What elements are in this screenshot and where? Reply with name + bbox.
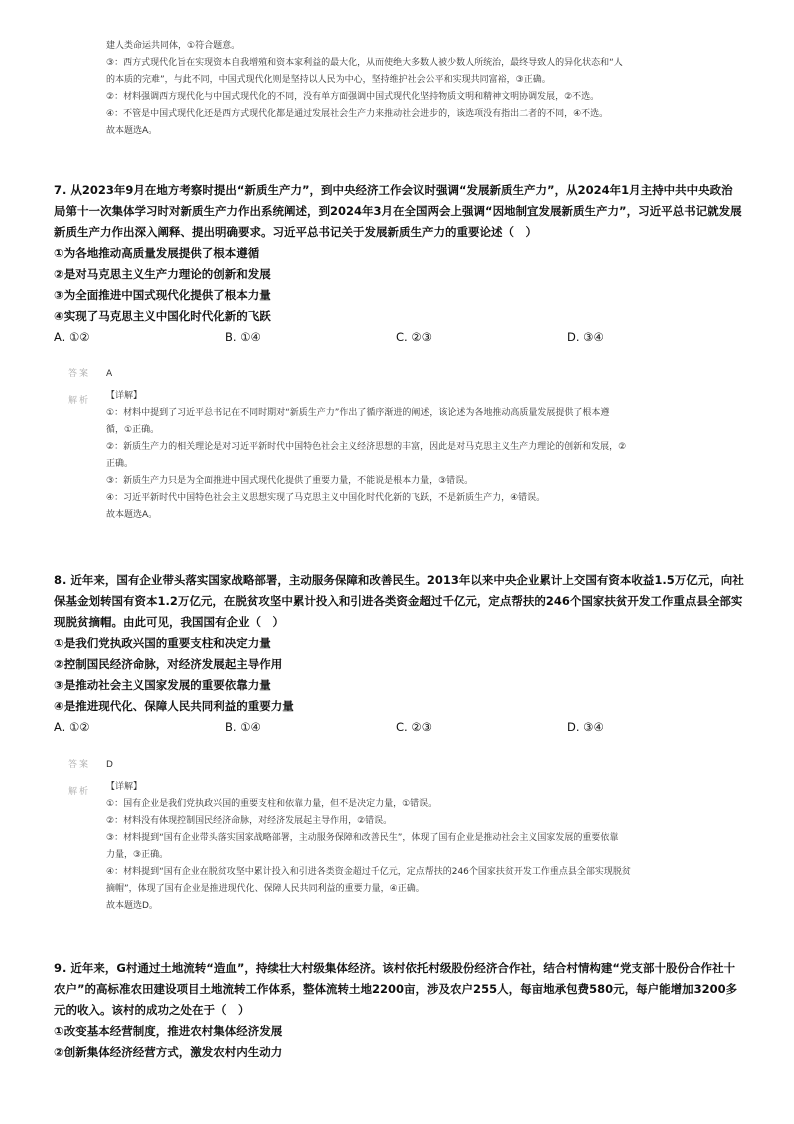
statement-item: ③为全面推进中国式现代化提供了根本力量: [54, 288, 271, 302]
question-9: [54, 958, 744, 1063]
question-stem: 9. 近年来，G村通过土地流转“造血”，持续壮大村级集体经济。该村依托村级股份经济合作社，结合村情构建“党支部十股份合作社十农户”的高标准农田建设项目土地流转工作体系，整体流转土地2200亩，涉及农户255人，每亩地承包费580元，每户能增加3200多元的收入。该村的成功之处在于（ ）: [54, 961, 738, 1017]
answer-value: A: [106, 369, 113, 379]
statement-item: ①是我们党执政兴国的重要支柱和决定力量: [54, 636, 271, 650]
detail-line: ①：国有企业是我们党执政兴国的重要支柱和依靠力量，但不是决定力量，①错误。: [106, 799, 438, 809]
question-stem: 8. 近年来，国有企业带头落实国家战略部署，主动服务保障和改善民生。2013年以来中央企业累计上交国有资本收益1.5万亿元，向社保基金划转国有资本1.2万亿元，在脱贫攻坚中累计投入和引进各类资金超过千亿元，定点帮扶的246个国家扶贫开发工作重点县全部实现脱贫摘帽。由此可见，我国国有企业（ ）: [54, 573, 744, 629]
explanation-line: 的本质的完难”，与此不同，中国式现代化则是坚持以人民为中心，坚持维护社会公平和实现共同富裕，③正确。: [106, 75, 551, 85]
answer-label: 答案: [68, 369, 91, 379]
statement-item: ④是推进现代化、保障人民共同利益的重要力量: [54, 699, 294, 713]
choice-a[interactable]: A. ①②: [54, 720, 90, 734]
choice-c[interactable]: C. ②③: [396, 720, 432, 734]
answer-row: [68, 366, 112, 379]
analysis-label: 解析: [68, 396, 91, 406]
choice-d[interactable]: D. ③④: [567, 330, 604, 344]
choice-d[interactable]: D. ③④: [567, 720, 604, 734]
explanation-line: ④：不管是中国式现代化还是西方式现代化都是通过发展社会生产力来推动社会进步的，该选项没有指出二者的不同，④不选。: [106, 109, 609, 119]
answer-choices: [54, 717, 744, 738]
explanation-line: 故本题选A。: [106, 126, 158, 136]
statement-item: ①改变基本经营制度，推进农村集体经济发展: [54, 1024, 283, 1038]
statement-item: ④实现了马克思主义中国化时代化新的飞跃: [54, 309, 271, 323]
statement-item: ①为各地推动高质量发展提供了根本遵循: [54, 246, 260, 260]
detail-line: 故本题选A。: [106, 510, 158, 520]
question-8: [54, 570, 744, 738]
statement-item: ②是对马克思主义生产力理论的创新和发展: [54, 267, 271, 281]
statement-item: ③是推动社会主义国家发展的重要依靠力量: [54, 678, 271, 692]
explanation-line: ②：材料强调西方现代化与中国式现代化的不同，没有单方面强调中国式现代化坚持物质文明和精神文明协调发展，②不选。: [106, 92, 600, 102]
detail-title: 【详解】: [106, 782, 143, 792]
explanation-line: 建人类命运共同体，①符合题意。: [106, 41, 241, 51]
statement-item: ②控制国民经济命脉，对经济发展起主导作用: [54, 657, 283, 671]
choice-c[interactable]: C. ②③: [396, 330, 432, 344]
choice-b[interactable]: B. ①④: [225, 720, 261, 734]
detail-line: ③：材料提到“国有企业带头落实国家战略部署，主动服务保障和改善民生”，体现了国有企业是推动社会主义国家发展的重要依靠: [106, 833, 619, 843]
detail-line: 力量，③正确。: [106, 850, 169, 860]
choice-b[interactable]: B. ①④: [225, 330, 261, 344]
answer-row: [68, 757, 113, 770]
prev-explanation: [106, 38, 726, 140]
analysis-label: 解析: [68, 787, 91, 797]
choice-a[interactable]: A. ①②: [54, 330, 90, 344]
detail-line: ②：材料没有体现控制国民经济命脉，对经济发展起主导作用，②错误。: [106, 816, 393, 826]
question-7: [54, 180, 744, 348]
answer-value: D: [106, 760, 113, 770]
detail-title: 【详解】: [106, 391, 143, 401]
detail-line: 故本题选D。: [106, 901, 158, 911]
answer-choices: [54, 327, 744, 348]
answer-label: 答案: [68, 760, 91, 770]
detail-line: 摘帽”，体现了国有企业是推进现代化、保障人民共同利益的重要力量，④正确。: [106, 884, 425, 894]
detail-line: ②：新质生产力的相关理论是对习近平新时代中国特色社会主义经济思想的丰富，因此是对马克思主义生产力理论的创新和发展，②: [106, 442, 627, 452]
detail-line: ④：材料提到“国有企业在脱贫攻坚中累计投入和引进各类资金超过千亿元，定点帮扶的246个国家扶贫开发工作重点县全部实现脱贫: [106, 867, 631, 877]
detail-line: ③：新质生产力只是为全面推进中国式现代化提供了重要力量，不能说是根本力量，③错误。: [106, 476, 474, 486]
question-stem: 7. 从2023年9月在地方考察时提出“新质生产力”，到中央经济工作会议时强调“发展新质生产力”，从2024年1月主持中共中央政治局第十一次集体学习时对新质生产力作出系统阐述，到2024年3月在全国两会上强调“因地制宜发展新质生产力”，习近平总书记就发展新质生产力作出深入阐释、提出明确要求。习近平总书记关于发展新质生产力的重要论述（ ）: [54, 183, 742, 239]
explanation-line: ③：西方式现代化旨在实现资本自我增殖和资本家利益的最大化，从而使绝大多数人被少数人所统治，最终导致人的异化状态和“人: [106, 58, 623, 68]
detail-line: ④：习近平新时代中国特色社会主义思想实现了马克思主义中国化时代化新的飞跃，不是新质生产力，④错误。: [106, 493, 546, 503]
q8-detail: [106, 779, 726, 915]
detail-line: 正确。: [106, 459, 134, 469]
statement-item: ②创新集体经济经营方式，激发农村内生动力: [54, 1045, 283, 1059]
q7-detail: [106, 388, 726, 524]
detail-line: 循，①正确。: [106, 425, 160, 435]
detail-line: ①：材料中提到了习近平总书记在不同时期对“新质生产力”作出了循序渐进的阐述，该论述为各地推动高质量发展提供了根本遵: [106, 408, 610, 418]
